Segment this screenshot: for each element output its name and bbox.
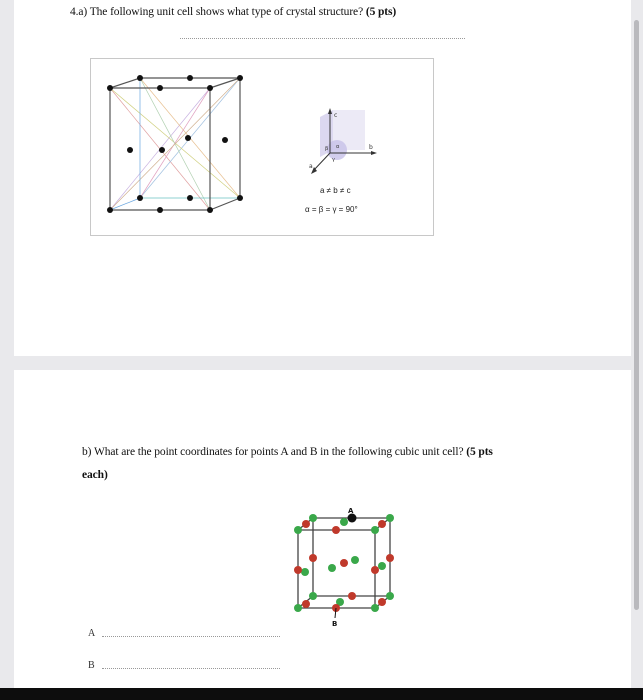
axis-label-a: a <box>309 163 313 170</box>
corner-atom <box>237 195 243 201</box>
b-axis-arrowhead <box>371 151 377 155</box>
question-4a-points: (5 pts) <box>365 6 397 18</box>
green-atom <box>309 514 317 522</box>
corner-atom <box>207 207 213 213</box>
answer-line-4a <box>180 38 465 39</box>
answer-line-b <box>102 668 280 669</box>
angle-label-gamma: γ <box>332 157 335 163</box>
corner-atom <box>237 75 243 81</box>
body-center-atom <box>185 135 191 141</box>
question-4a-prefix: 4.a) The following unit cell shows what type of crystal structure? <box>70 6 364 18</box>
green-atom <box>294 604 302 612</box>
green-atom <box>301 568 309 576</box>
green-atom <box>309 592 317 600</box>
question-b-line-2 <box>82 469 108 481</box>
green-atom <box>340 518 348 526</box>
body-center-atom <box>159 147 165 153</box>
orthorhombic-unit-cell-diagram <box>100 70 245 220</box>
answer-line-a <box>102 636 280 637</box>
green-atom <box>386 592 394 600</box>
green-atom <box>351 556 359 564</box>
diagonal-line <box>140 88 210 198</box>
corner-atom <box>137 195 143 201</box>
answer-label-a: A <box>88 628 96 639</box>
green-atom <box>294 526 302 534</box>
question-4a-text <box>70 6 396 18</box>
question-b-line-1 <box>82 446 493 458</box>
edge-center-atom <box>157 207 163 213</box>
cubic-unit-cell-diagram <box>280 500 410 630</box>
lattice-angle-relation: α = β = γ = 90° <box>305 205 358 214</box>
question-b-points-start: (5 pts <box>466 446 493 458</box>
red-atom <box>378 598 386 606</box>
point-a-label: A <box>348 507 354 515</box>
body-center-red-atom <box>340 559 348 567</box>
red-atom <box>294 566 302 574</box>
angle-label-beta: β <box>325 146 329 152</box>
corner-atom <box>107 85 113 91</box>
red-atom <box>378 520 386 528</box>
answer-label-b: B <box>88 660 95 671</box>
red-atom <box>302 520 310 528</box>
red-atom <box>309 554 317 562</box>
red-atom <box>386 554 394 562</box>
corner-atom <box>107 207 113 213</box>
red-atom <box>302 600 310 608</box>
axis-label-c: c <box>334 112 338 119</box>
green-atom <box>386 514 394 522</box>
green-atom <box>378 562 386 570</box>
question-b-points-end: each) <box>82 469 108 481</box>
red-atom <box>371 566 379 574</box>
point-a-marker <box>348 507 357 523</box>
point-b-label: B <box>332 620 338 628</box>
lattice-axes-diagram <box>305 105 385 180</box>
angle-label-alpha: α <box>336 144 340 150</box>
diagonal-line <box>110 78 240 210</box>
question-b-prefix: b) What are the point coordinates for points A and B in the following cubic unit cell? <box>82 446 464 458</box>
cell-inner-lines <box>110 78 240 210</box>
corner-atom <box>137 75 143 81</box>
top-edge <box>110 78 140 88</box>
corner-atom <box>207 85 213 91</box>
lattice-length-relation: a ≠ b ≠ c <box>320 186 351 195</box>
red-atom <box>332 526 340 534</box>
edge-center-atom <box>187 195 193 201</box>
green-atom <box>328 564 336 572</box>
vertical-scrollbar[interactable] <box>634 20 639 610</box>
red-atoms <box>294 514 394 612</box>
bottom-bar <box>0 688 643 700</box>
face-center-atom <box>222 137 228 143</box>
red-atom <box>348 592 356 600</box>
edge-center-atom <box>157 85 163 91</box>
axis-label-b: b <box>369 144 373 151</box>
face-center-atom <box>127 147 133 153</box>
bottom-edge <box>210 198 240 210</box>
edge-center-atom <box>187 75 193 81</box>
green-atom <box>371 604 379 612</box>
green-atom <box>371 526 379 534</box>
